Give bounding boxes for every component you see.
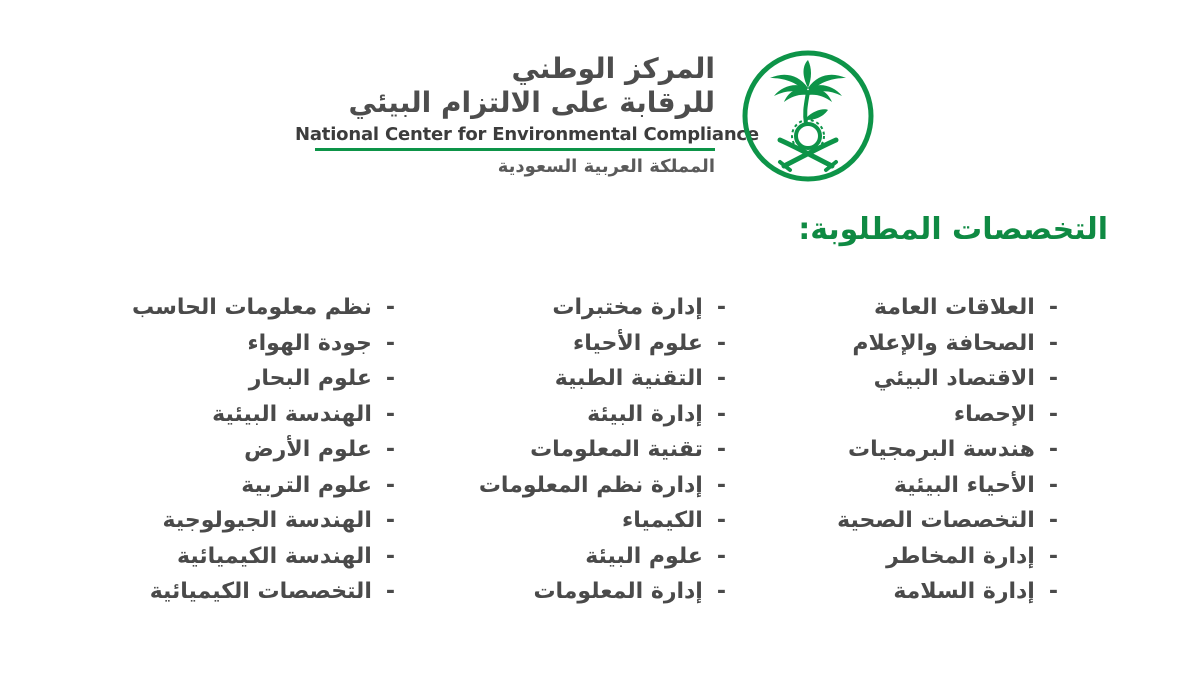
item-label: إدارة نظم المعلومات bbox=[478, 472, 703, 498]
item-label: علوم البحار bbox=[248, 366, 372, 391]
bullet-dash: - bbox=[1048, 437, 1058, 462]
bullet-dash: - bbox=[385, 295, 395, 320]
item-label: إدارة مختبرات bbox=[552, 295, 703, 320]
section-title: التخصصات المطلوبة: bbox=[798, 212, 1108, 247]
bullet-dash: - bbox=[716, 437, 726, 462]
bullet-dash: - bbox=[716, 295, 726, 320]
org-name-ar-line2: للرقابة على الالتزام البيئي bbox=[348, 86, 715, 119]
item-label: الهندسة الجيولوجية bbox=[162, 508, 372, 533]
org-country: المملكة العربية السعودية bbox=[497, 156, 715, 177]
item-label: هندسة البرمجيات bbox=[847, 437, 1035, 462]
list-item bbox=[479, 397, 726, 433]
item-label: علوم البيئة bbox=[585, 543, 703, 569]
bullet-dash: - bbox=[385, 508, 395, 533]
item-label: إدارة المعلومات bbox=[533, 579, 703, 604]
bullet-dash: - bbox=[716, 508, 726, 533]
header bbox=[295, 40, 890, 190]
list-item bbox=[479, 468, 726, 504]
bullet-dash: - bbox=[1048, 579, 1058, 604]
list-item bbox=[132, 539, 395, 575]
bullet-dash: - bbox=[1048, 330, 1058, 356]
item-label: علوم الأحياء bbox=[573, 330, 703, 356]
item-label: نظم معلومات الحاسب bbox=[131, 295, 372, 320]
bullet-dash: - bbox=[385, 366, 395, 391]
list-item bbox=[479, 290, 726, 326]
item-label: التخصصات الكيميائية bbox=[149, 579, 372, 604]
specializations-list bbox=[0, 290, 1200, 620]
list-item bbox=[837, 468, 1058, 504]
item-label: الصحافة والإعلام bbox=[852, 330, 1035, 356]
item-label: الإحصاء bbox=[953, 401, 1035, 427]
bullet-dash: - bbox=[385, 401, 395, 427]
bullet-dash: - bbox=[385, 330, 395, 356]
list-item bbox=[132, 432, 395, 468]
bullet-dash: - bbox=[1048, 543, 1058, 569]
bullet-dash: - bbox=[716, 330, 726, 356]
bullet-dash: - bbox=[1048, 366, 1058, 391]
bullet-dash: - bbox=[1048, 295, 1058, 320]
list-item bbox=[132, 503, 395, 539]
item-label: علوم الأرض bbox=[244, 437, 372, 462]
list-item bbox=[132, 468, 395, 504]
list-item bbox=[479, 503, 726, 539]
item-label: علوم التربية bbox=[241, 472, 372, 498]
item-label: إدارة المخاطر bbox=[886, 543, 1035, 569]
list-item bbox=[132, 574, 395, 610]
org-name-ar-line1: المركز الوطني bbox=[511, 52, 715, 85]
specializations-column-3 bbox=[132, 290, 395, 610]
list-item bbox=[479, 361, 726, 397]
bullet-dash: - bbox=[716, 543, 726, 569]
item-label: الهندسة البيئية bbox=[212, 401, 372, 427]
palm-and-crossed-swords-emblem-icon bbox=[740, 48, 876, 184]
bullet-dash: - bbox=[385, 472, 395, 498]
org-divider bbox=[315, 148, 715, 151]
list-item bbox=[837, 503, 1058, 539]
list-item bbox=[132, 326, 395, 362]
list-item bbox=[837, 290, 1058, 326]
list-item bbox=[132, 361, 395, 397]
bullet-dash: - bbox=[716, 366, 726, 391]
list-item bbox=[132, 397, 395, 433]
item-label: الهندسة الكيميائية bbox=[177, 543, 372, 569]
bullet-dash: - bbox=[716, 579, 726, 604]
bullet-dash: - bbox=[385, 579, 395, 604]
list-item bbox=[837, 326, 1058, 362]
bullet-dash: - bbox=[1048, 508, 1058, 533]
item-label: جودة الهواء bbox=[247, 330, 372, 356]
list-item bbox=[837, 432, 1058, 468]
item-label: إدارة السلامة bbox=[893, 579, 1035, 604]
bullet-dash: - bbox=[385, 543, 395, 569]
bullet-dash: - bbox=[716, 472, 726, 498]
item-label: الاقتصاد البيئي bbox=[873, 366, 1035, 391]
list-item bbox=[479, 539, 726, 575]
item-label: تقنية المعلومات bbox=[530, 437, 703, 462]
org-name-block bbox=[295, 52, 759, 179]
item-label: الأحياء البيئية bbox=[893, 472, 1035, 498]
list-item bbox=[479, 574, 726, 610]
item-label: التقنية الطبية bbox=[554, 366, 703, 391]
specializations-column-1 bbox=[837, 290, 1058, 610]
item-label: الكيمياء bbox=[622, 508, 703, 533]
bullet-dash: - bbox=[1048, 472, 1058, 498]
list-item bbox=[837, 397, 1058, 433]
list-item bbox=[837, 361, 1058, 397]
list-item bbox=[132, 290, 395, 326]
list-item bbox=[837, 574, 1058, 610]
item-label: إدارة البيئة bbox=[587, 401, 703, 427]
item-label: التخصصات الصحية bbox=[837, 508, 1035, 533]
list-item bbox=[479, 326, 726, 362]
bullet-dash: - bbox=[385, 437, 395, 462]
item-label: العلاقات العامة bbox=[874, 295, 1035, 320]
specializations-column-2 bbox=[479, 290, 726, 610]
bullet-dash: - bbox=[1048, 401, 1058, 427]
org-name-en: National Center for Environmental Compliance bbox=[295, 124, 759, 145]
bullet-dash: - bbox=[716, 401, 726, 427]
list-item bbox=[837, 539, 1058, 575]
list-item bbox=[479, 432, 726, 468]
